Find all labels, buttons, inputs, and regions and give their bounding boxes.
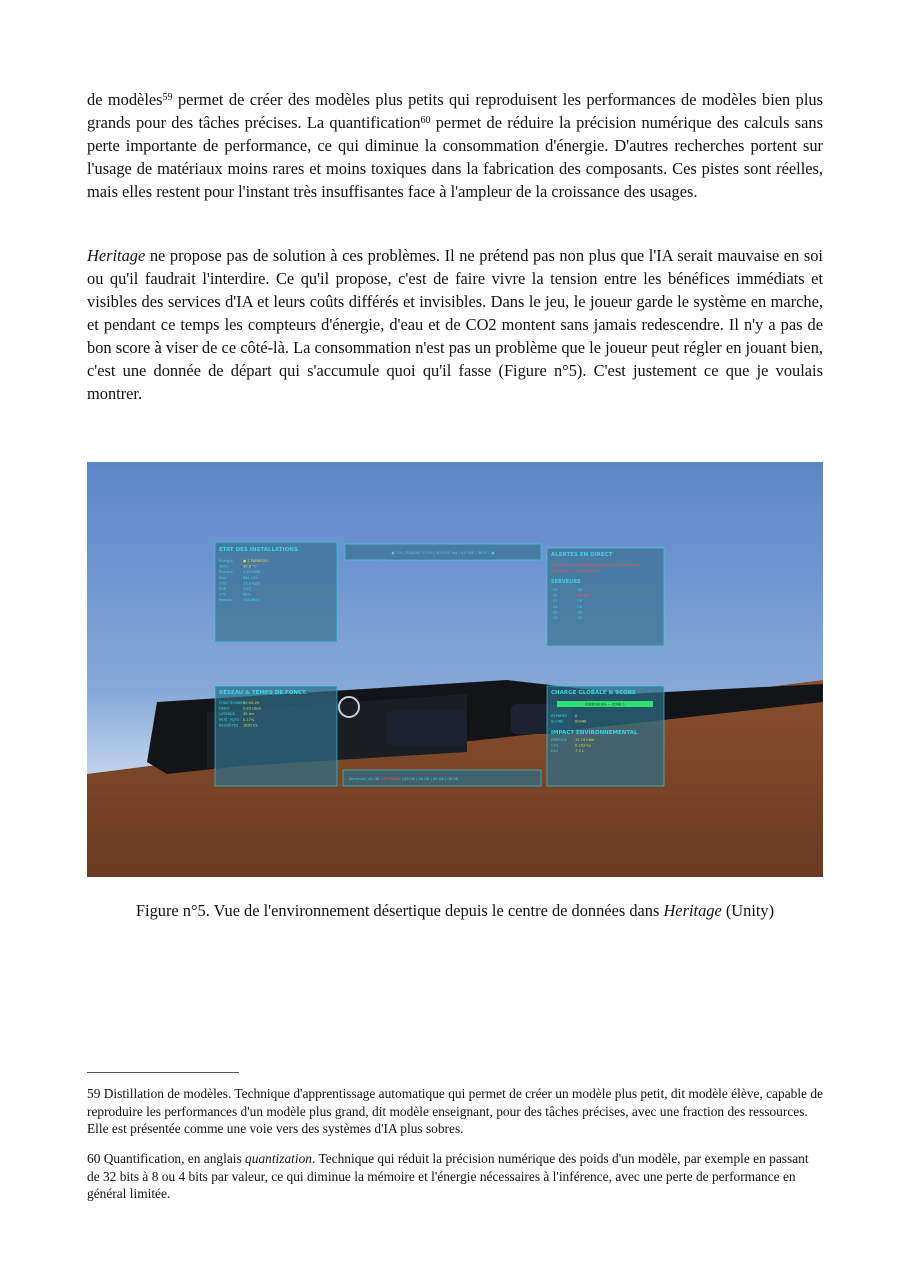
hud-value: 881 L/hr [243,575,258,580]
game-screenshot-figure [87,462,823,877]
status-panel [215,542,337,642]
hud-value: 1.33 kWh [243,570,261,575]
energy-bar-label: ÉNERGIE 8% — ZONE 1 [585,702,625,707]
hud-label: PUE [219,587,227,591]
hud-label: REQUÊTES [219,723,239,728]
figure-caption [87,900,823,922]
hud-label: CPU [219,592,227,597]
hud-value: 0 [575,714,578,718]
body-paragraph-2 [87,244,823,405]
caption-game-title: Heritage [663,901,722,920]
hud-label: RÉPARÉS [551,714,568,718]
paragraph-text: permet de réduire la précision numérique des calculs sans perte importante de performance, ce qui diminue la consommation d'énergie. D'autres recherches portent sur l'usage de matériaux moins rares et moins toxiques dans la fabrication des composants. Ces pistes sont réelles, mais elles restent pour l'instant très insuffisantes face à l'ampleur de la croissance des usages. [87,113,823,201]
hud-label: 04 [553,604,558,609]
server-status-chip: | 05 OK [430,777,445,781]
alerts-panel [547,548,664,646]
hud-value: 0.83 Gbps [243,706,262,711]
hud-label: 06 [553,616,558,620]
top-status-text: ● 10h | RÉSEAU 0.03% | 870000 req | 0.8 MW | 38.6°C ● [391,551,495,555]
bottom-bar-label: Serveurs [349,777,367,781]
server-status-chip: | 03 OK [401,777,417,781]
hud-label: Réseau [219,598,233,603]
footnote-term: quantization [245,1151,313,1166]
server-status-chip: | 02 PANNE [380,777,402,781]
hud-label: CO2 [551,743,559,748]
caption-text: Figure n°5. Vue de l'environnement désertique depuis le centre de données dans [135,901,664,920]
game-scene [87,462,823,877]
hud-value: 35 ms [243,712,255,717]
hud-label: LATENCE [219,712,236,717]
hud-label: SCORE [551,719,564,724]
hud-label: EAU [551,749,559,754]
body-paragraph-1 [87,88,823,203]
game-title: Heritage [87,246,146,265]
hud-value: 00048 [575,719,587,724]
bottom-bar-text [349,777,459,781]
hud-value: OK [577,599,583,604]
footnote-60 [87,1150,823,1203]
hud-value: 38.6 °C [243,564,257,569]
server-status-chip: | 04 OK [416,777,431,781]
hud-label: Temp. [219,564,230,569]
hud-value: 530 Mb/s [243,598,260,603]
top-status-bar [345,544,541,560]
caption-text: (Unity) [721,901,775,920]
footnote-59 [87,1085,823,1138]
hud-value: OK [577,604,583,609]
hud-value: 7.3 L [575,749,584,754]
hud-label: FONCTIONNEL [219,701,245,705]
hud-label: 05 [553,610,558,615]
hud-value: PANNE [577,593,590,598]
hud-value: 18917/s [243,723,258,728]
footnote-separator [87,1072,239,1073]
paragraph-text: ne propose pas de solution à ces problèmes. Il ne prétend pas non plus que l'IA serait mauvaise en soi ou qu'il faudrait l'interdire. Ce qu'il propose, c'est de faire vivre la tension entre les bénéfices immédiats et visibles des services d'IA et leurs coûts différés et invisibles. Dans le jeu, le joueur garde le système en marche, et pendant ce temps les compteurs d'énergie, d'eau et de CO2 montent sans jamais redescendre. Il n'y a pas de bon score à viser de ce côté-là. La consommation n'est pas un problème que le joueur peut régler en jouant bien, c'est une donnée de départ qui s'accumule quoi qu'il fasse (Figure n°5). C'est justement ce que je voulais montrer. [87,246,823,403]
footnote-number: 59 [87,1086,101,1101]
hud-label: Eau [219,575,226,580]
bottom-server-bar [343,770,541,786]
hud-label: ÉNERGIE [551,738,567,742]
hud-label: Énergie [219,559,233,563]
hud-label: DÉBIT [219,706,230,711]
hud-label: PERT. PQTS [219,717,240,722]
network-panel [215,686,337,786]
hud-label: 01 [553,588,558,592]
hud-value: OK [577,610,583,615]
servers-title: SERVEURS [551,579,581,585]
alerts-title: ALERTES EN DIRECT [551,552,613,558]
load-title: CHARGE GLOBALE & SCORE [551,690,636,696]
alert-line: SERVEUR 02 — HORS SERVICE [551,569,600,573]
status-panel-title: ÉTAT DES INSTALLATIONS [219,547,298,553]
hud-value: ● 1 PANNE(S) [243,559,268,563]
hud-value: OK [577,616,583,620]
score-panel [547,686,664,786]
footnote-number: 60 [87,1151,101,1166]
server-status-chip: | 06 OK [444,777,459,781]
hud-value: 0.17% [243,717,255,722]
hud-value: 68% [243,592,251,597]
footnote-text: Distillation de modèles. Technique d'apprentissage automatique qui permet de créer un modèle plus petit, dit modèle élève, capable de reproduire les performances d'un modèle plus grand, dit modèle enseignant, pour des tâches précises, avec une fraction des ressources. Elle est présentée comme une voie vers des systèmes d'IA plus sobres. [87,1086,823,1137]
hud-value: 12.74 kWh [575,738,595,742]
alert-line: Coût IA: les besoins globaux ont doublé en 10 semaines [551,563,641,567]
hud-value: 0.103 kg [575,743,591,748]
server-status-chip: | 01 OK [366,777,381,781]
footnote-ref-60[interactable]: 60 [420,115,431,126]
footnote-text: Quantification, en anglais [100,1151,246,1166]
impact-title: IMPACT ENVIRONNEMENTAL [551,730,638,736]
hud-label: 02 [553,593,558,598]
hud-label: CO2 [219,581,227,586]
hud-value: 00:00:29 [243,701,260,705]
hud-label: 03 [553,599,558,604]
hud-value: OK [577,588,583,592]
hud-value: 1.42 [243,587,252,591]
footnote-text: . Technique qui réduit la précision numérique des poids d'un modèle, par exemple en passant de 32 bits à 8 ou 4 bits par valeur, ce qui diminue la mémoire et l'énergie nécessaires à l'inférence, avec une perte de performance en général limitée. [87,1151,809,1202]
paragraph-text: permet de créer des modèles plus petits qui reproduisent les performances de modèles bien plus grands pour des tâches précises. La quantification [87,90,823,132]
paragraph-text: de modèles [87,90,163,109]
hud-label: Énergie [219,570,233,575]
footnote-ref-59[interactable]: 59 [162,92,173,103]
network-panel-title: RÉSEAU & TEMPS DE FONCT. [219,690,308,696]
server-rack-vehicle [387,710,467,746]
hud-value: 13.3 kg/h [243,581,260,586]
